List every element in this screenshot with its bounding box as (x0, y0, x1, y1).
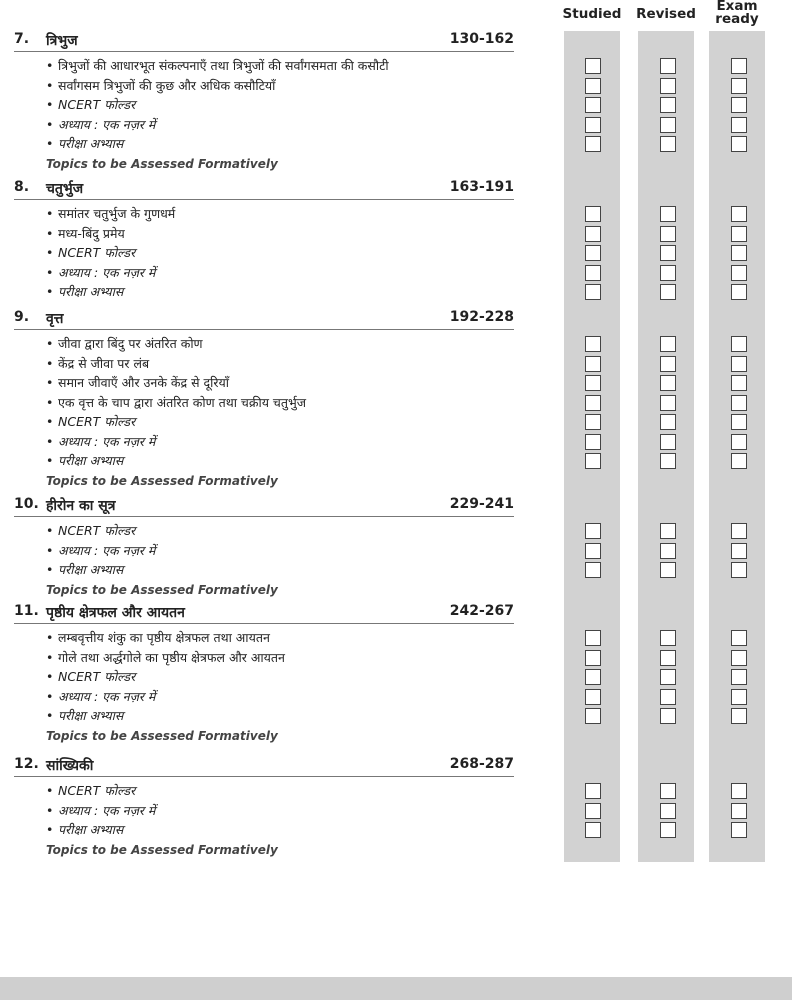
bullet-icon: • (46, 245, 54, 260)
exam-ready-checkbox[interactable] (731, 434, 747, 450)
exam-ready-checkbox[interactable] (731, 783, 747, 799)
bullet-icon: • (46, 708, 54, 723)
revised-checkbox[interactable] (660, 265, 676, 281)
studied-checkbox[interactable] (585, 630, 601, 646)
topic-item (46, 243, 135, 263)
chapter-number: 7. (14, 31, 30, 47)
revised-checkbox[interactable] (660, 708, 676, 724)
assessed-formatively-label: Topics to be Assessed Formatively (46, 473, 278, 488)
studied-checkbox[interactable] (585, 395, 601, 411)
revised-checkbox[interactable] (660, 630, 676, 646)
chapter-header (14, 496, 514, 517)
bullet-icon: • (46, 649, 54, 665)
topic-item (46, 412, 135, 432)
studied-checkbox[interactable] (585, 356, 601, 372)
revised-checkbox[interactable] (660, 523, 676, 539)
bullet-icon: • (46, 414, 54, 429)
bullet-icon: • (46, 116, 54, 132)
topic-text: परीक्षा अभ्यास (58, 136, 124, 151)
topic-item (46, 115, 155, 135)
chapter-header (14, 309, 514, 330)
bullet-icon: • (46, 783, 54, 798)
revised-checkbox[interactable] (660, 434, 676, 450)
topic-item (46, 334, 203, 354)
topic-text: परीक्षा अभ्यास (58, 453, 124, 468)
topic-item (46, 95, 135, 115)
revised-checkbox[interactable] (660, 562, 676, 578)
topic-item (46, 781, 135, 801)
studied-checkbox[interactable] (585, 543, 601, 559)
exam-ready-checkbox[interactable] (731, 245, 747, 261)
topic-text: NCERT फोल्डर (58, 414, 136, 429)
topic-item (46, 706, 123, 726)
bullet-icon: • (46, 394, 54, 410)
revised-checkbox[interactable] (660, 206, 676, 222)
bullet-icon: • (46, 375, 54, 390)
assessed-formatively-label: Topics to be Assessed Formatively (46, 728, 278, 743)
exam-ready-checkbox[interactable] (731, 803, 747, 819)
exam-ready-checkbox[interactable] (731, 206, 747, 222)
assessed-formatively-label: Topics to be Assessed Formatively (46, 842, 278, 857)
topic-item (46, 801, 155, 821)
column-header-studied: Studied (562, 6, 622, 22)
studied-checkbox[interactable] (585, 822, 601, 838)
topic-text: जीवा द्वारा बिंदु पर अंतरित कोण (58, 336, 203, 351)
topic-text: परीक्षा अभ्यास (58, 284, 124, 299)
exam-ready-checkbox[interactable] (731, 822, 747, 838)
revised-checkbox[interactable] (660, 689, 676, 705)
topic-item (46, 432, 155, 452)
chapter-number: 12. (14, 756, 39, 772)
topic-text: अध्याय : एक नज़र में (58, 688, 156, 704)
topic-text: त्रिभुजों की आधारभूत संकल्पनाएँ तथा त्रिभुजों की सर्वांगसमता की कसौटी (58, 58, 389, 73)
topic-text: NCERT फोल्डर (58, 783, 136, 798)
topic-text: सर्वांगसम त्रिभुजों की कुछ और अधिक कसौटियाँ (58, 77, 276, 93)
assessed-formatively-label: Topics to be Assessed Formatively (46, 156, 278, 171)
column-header-revised: Revised (636, 6, 696, 22)
bullet-icon: • (46, 822, 54, 837)
exam-ready-checkbox[interactable] (731, 117, 747, 133)
studied-checkbox[interactable] (585, 562, 601, 578)
exam-ready-checkbox[interactable] (731, 453, 747, 469)
exam-ready-checkbox[interactable] (731, 356, 747, 372)
exam-ready-checkbox[interactable] (731, 375, 747, 391)
revised-checkbox[interactable] (660, 783, 676, 799)
chapter-number: 10. (14, 496, 39, 512)
topic-text: परीक्षा अभ्यास (58, 708, 124, 723)
topic-item (46, 667, 135, 687)
studied-checkbox[interactable] (585, 97, 601, 113)
topic-text: समान जीवाएँ और उनके केंद्र से दूरियाँ (58, 375, 230, 390)
chapter-number: 8. (14, 179, 30, 195)
topic-item (46, 263, 155, 283)
revised-checkbox[interactable] (660, 395, 676, 411)
chapter-title: वृत्त (46, 311, 64, 327)
topic-text: अध्याय : एक नज़र में (58, 116, 156, 132)
studied-checkbox[interactable] (585, 375, 601, 391)
bullet-icon: • (46, 97, 54, 112)
bullet-icon: • (46, 562, 54, 577)
exam-ready-checkbox[interactable] (731, 708, 747, 724)
revised-checkbox[interactable] (660, 669, 676, 685)
studied-checkbox[interactable] (585, 523, 601, 539)
studied-checkbox[interactable] (585, 206, 601, 222)
topic-item (46, 224, 125, 244)
exam-ready-checkbox[interactable] (731, 669, 747, 685)
revised-checkbox[interactable] (660, 453, 676, 469)
exam-ready-checkbox[interactable] (731, 265, 747, 281)
bullet-icon: • (46, 58, 54, 73)
studied-checkbox[interactable] (585, 58, 601, 74)
chapter-header (14, 603, 514, 624)
topic-text: परीक्षा अभ्यास (58, 822, 124, 837)
bullet-icon: • (46, 433, 54, 449)
topic-text: एक वृत्त के चाप द्वारा अंतरित कोण तथा चक्रीय चतुर्भुज (58, 394, 307, 410)
topic-item (46, 354, 149, 374)
revised-checkbox[interactable] (660, 117, 676, 133)
topic-item (46, 393, 306, 413)
chapter-title: पृष्ठीय क्षेत्रफल और आयतन (46, 605, 185, 621)
topic-item (46, 134, 123, 154)
studied-checkbox[interactable] (585, 803, 601, 819)
chapter-pages: 268-287 (449, 756, 514, 772)
topic-text: अध्याय : एक नज़र में (58, 542, 156, 558)
exam-ready-checkbox[interactable] (731, 414, 747, 430)
studied-checkbox[interactable] (585, 284, 601, 300)
studied-checkbox[interactable] (585, 453, 601, 469)
studied-checkbox[interactable] (585, 708, 601, 724)
revised-checkbox[interactable] (660, 284, 676, 300)
chapter-title: चतुर्भुज (46, 181, 84, 197)
revised-checkbox[interactable] (660, 375, 676, 391)
studied-checkbox[interactable] (585, 265, 601, 281)
exam-ready-checkbox[interactable] (731, 689, 747, 705)
bullet-icon: • (46, 542, 54, 558)
revised-checkbox[interactable] (660, 58, 676, 74)
exam-ready-checkbox[interactable] (731, 58, 747, 74)
exam-ready-checkbox[interactable] (731, 97, 747, 113)
studied-checkbox[interactable] (585, 783, 601, 799)
bullet-icon: • (46, 136, 54, 151)
bullet-icon: • (46, 355, 54, 371)
exam-ready-checkbox[interactable] (731, 562, 747, 578)
topic-item (46, 521, 135, 541)
exam-ready-checkbox[interactable] (731, 284, 747, 300)
studied-checkbox[interactable] (585, 650, 601, 666)
topic-item (46, 451, 123, 471)
studied-checkbox[interactable] (585, 689, 601, 705)
bullet-icon: • (46, 453, 54, 468)
exam-ready-checkbox[interactable] (731, 650, 747, 666)
bullet-icon: • (46, 206, 54, 221)
column-header-exam-ready: Exam ready (715, 0, 759, 27)
chapter-header (14, 31, 514, 52)
bullet-icon: • (46, 264, 54, 280)
topic-item (46, 76, 275, 96)
revised-checkbox[interactable] (660, 226, 676, 242)
topic-text: NCERT फोल्डर (58, 669, 136, 684)
exam-ready-checkbox[interactable] (731, 78, 747, 94)
exam-ready-checkbox[interactable] (731, 395, 747, 411)
revised-checkbox[interactable] (660, 543, 676, 559)
topic-text: अध्याय : एक नज़र में (58, 802, 156, 818)
chapter-number: 9. (14, 309, 30, 325)
bullet-icon: • (46, 802, 54, 818)
exam-ready-checkbox[interactable] (731, 226, 747, 242)
chapter-title: हीरोन का सूत्र (46, 498, 116, 514)
studied-checkbox[interactable] (585, 136, 601, 152)
topic-item (46, 373, 229, 393)
topic-item (46, 204, 175, 224)
topic-item (46, 820, 123, 840)
topic-item (46, 687, 155, 707)
topic-text: लम्बवृत्तीय शंकु का पृष्ठीय क्षेत्रफल तथा आयतन (58, 630, 270, 645)
studied-checkbox[interactable] (585, 78, 601, 94)
topic-item (46, 560, 123, 580)
bullet-icon: • (46, 77, 54, 93)
studied-checkbox[interactable] (585, 669, 601, 685)
topic-text: NCERT फोल्डर (58, 523, 136, 538)
topic-text: NCERT फोल्डर (58, 97, 136, 112)
exam-ready-checkbox[interactable] (731, 523, 747, 539)
chapter-pages: 163-191 (449, 179, 514, 195)
revised-checkbox[interactable] (660, 356, 676, 372)
bullet-icon: • (46, 630, 54, 645)
studied-checkbox[interactable] (585, 336, 601, 352)
revised-checkbox[interactable] (660, 822, 676, 838)
topic-text: केंद्र से जीवा पर लंब (58, 355, 150, 371)
revised-checkbox[interactable] (660, 803, 676, 819)
bullet-icon: • (46, 284, 54, 299)
chapter-number: 11. (14, 603, 39, 619)
revised-checkbox[interactable] (660, 650, 676, 666)
topic-text: मध्य-बिंदु प्रमेय (58, 225, 125, 241)
topic-item (46, 648, 285, 668)
bullet-icon: • (46, 225, 54, 241)
chapter-header (14, 179, 514, 200)
studied-checkbox[interactable] (585, 226, 601, 242)
studied-checkbox[interactable] (585, 414, 601, 430)
chapter-pages: 242-267 (449, 603, 514, 619)
revised-checkbox[interactable] (660, 245, 676, 261)
exam-ready-checkbox[interactable] (731, 136, 747, 152)
revised-checkbox[interactable] (660, 136, 676, 152)
revised-checkbox[interactable] (660, 414, 676, 430)
exam-ready-checkbox[interactable] (731, 630, 747, 646)
assessed-formatively-label: Topics to be Assessed Formatively (46, 582, 278, 597)
chapter-title: सांख्यिकी (46, 758, 94, 774)
studied-checkbox[interactable] (585, 117, 601, 133)
bullet-icon: • (46, 688, 54, 704)
chapter-pages: 130-162 (449, 31, 514, 47)
topic-item (46, 56, 389, 76)
topic-text: परीक्षा अभ्यास (58, 562, 124, 577)
topic-item (46, 628, 270, 648)
chapter-header (14, 756, 514, 777)
exam-ready-checkbox[interactable] (731, 543, 747, 559)
bullet-icon: • (46, 336, 54, 351)
revised-checkbox[interactable] (660, 78, 676, 94)
bullet-icon: • (46, 669, 54, 684)
topic-text: अध्याय : एक नज़र में (58, 433, 156, 449)
footer-bar (0, 977, 792, 1000)
topic-item (46, 541, 155, 561)
studied-checkbox[interactable] (585, 434, 601, 450)
revised-checkbox[interactable] (660, 336, 676, 352)
revised-checkbox[interactable] (660, 97, 676, 113)
chapter-title: त्रिभुज (46, 33, 78, 49)
chapter-pages: 229-241 (449, 496, 514, 512)
topic-text: NCERT फोल्डर (58, 245, 136, 260)
studied-checkbox[interactable] (585, 245, 601, 261)
exam-ready-checkbox[interactable] (731, 336, 747, 352)
topic-text: गोले तथा अर्द्धगोले का पृष्ठीय क्षेत्रफल और आयतन (58, 649, 285, 665)
bullet-icon: • (46, 523, 54, 538)
chapter-pages: 192-228 (449, 309, 514, 325)
topic-text: समांतर चतुर्भुज के गुणधर्म (58, 206, 176, 221)
topic-text: अध्याय : एक नज़र में (58, 264, 156, 280)
topic-item (46, 282, 123, 302)
